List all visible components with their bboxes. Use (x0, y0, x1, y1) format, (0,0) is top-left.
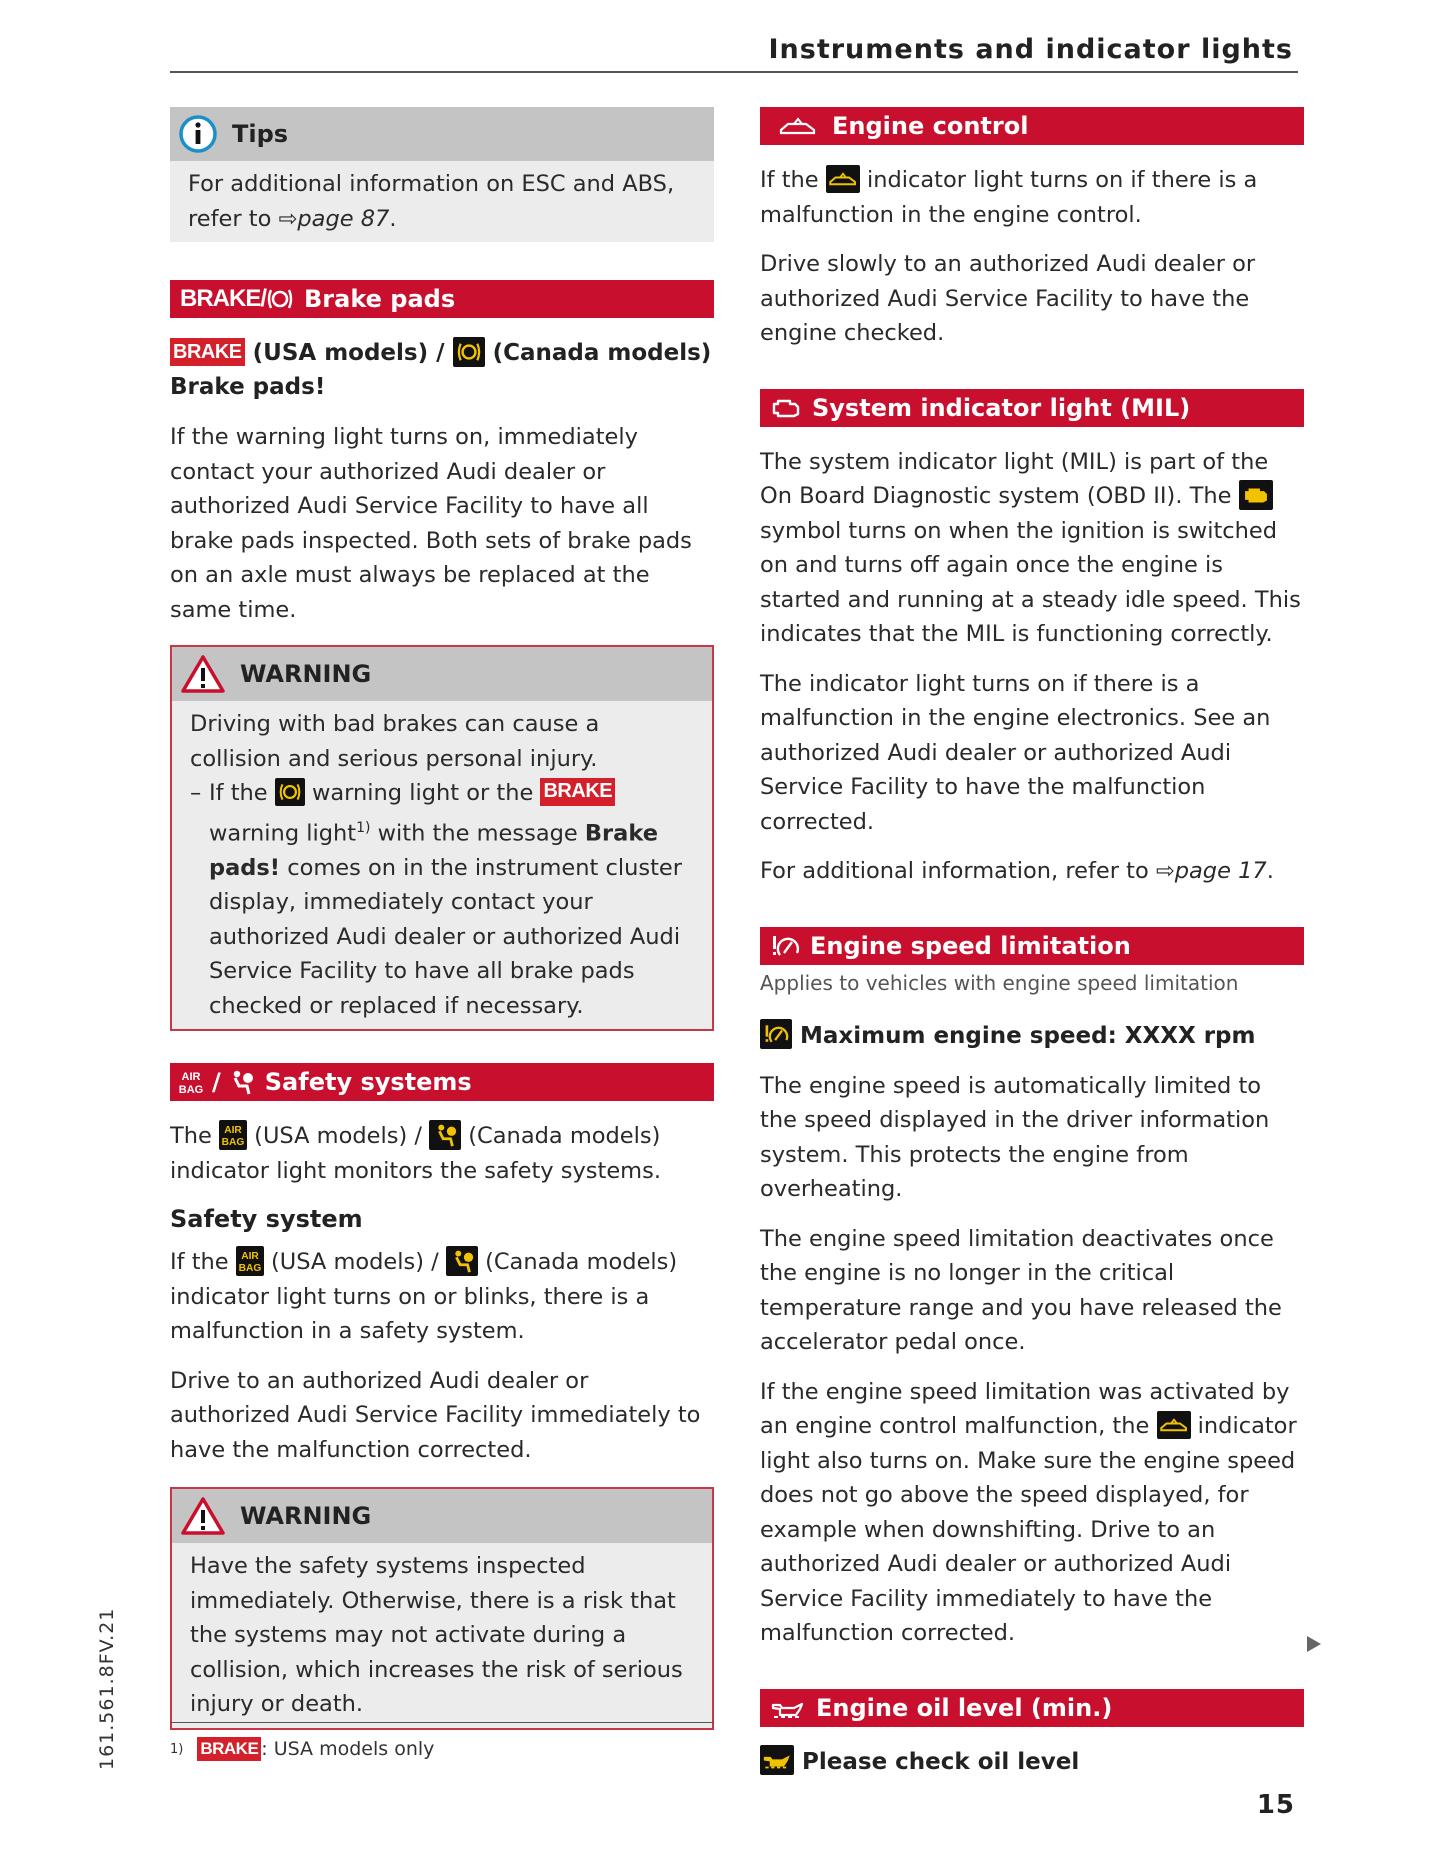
warning-text: with the message (377, 820, 578, 846)
oil-can-yellow-icon (760, 1745, 794, 1775)
brake-pads-heading-text: Brake pads (304, 285, 456, 313)
occupant-airbag-yellow-icon (446, 1246, 478, 1276)
arrow-glyph: ⇨ (1155, 858, 1175, 884)
mil-reference-paragraph (760, 854, 1304, 889)
tips-text-end: . (389, 205, 397, 232)
right-column (760, 107, 1304, 1795)
engine-control-yellow-icon (826, 165, 860, 193)
airbag-yellow-icon (219, 1120, 247, 1150)
occupant-airbag-yellow-icon (429, 1120, 461, 1150)
mil-page-link[interactable]: page 17 (1174, 858, 1267, 884)
safety-systems-heading (170, 1063, 714, 1101)
oil-message: Please check oil level (802, 1748, 1080, 1775)
engine-oil-heading-text: Engine oil level (min.) (816, 1693, 1113, 1722)
footnote-text: : USA models only (261, 1738, 435, 1760)
mil-text: symbol turns on when the ignition is switched on and turns off again once the engine is started and running at a steady idle speed. This indicates that the MIL is functioning correctly. (760, 517, 1301, 647)
mil-text-end: . (1266, 858, 1274, 884)
tips-box (170, 107, 714, 242)
slash-separator: / (212, 1068, 221, 1096)
engine-control-yellow-icon (1157, 1411, 1191, 1439)
mil-heading (760, 389, 1304, 427)
warning-text: warning light or the (311, 780, 534, 806)
footnote-mark: 1) (170, 1741, 184, 1757)
warning-body: Have the safety systems inspected immediately. Otherwise, there is a risk that the systems may not activate during a collision, which increases the risk of serious injury or death. (190, 1553, 683, 1717)
brake-heading-prefix: BRAKE/ (180, 285, 267, 312)
page-number: 15 (1256, 1790, 1295, 1820)
tips-text: For additional information on ESC and ABS, refer to (188, 171, 675, 232)
safety-heading-text: Safety systems (264, 1068, 472, 1096)
tips-page-link[interactable]: page 87 (297, 205, 390, 232)
speed-limit-message: Maximum engine speed: XXXX rpm (800, 1022, 1256, 1049)
engine-control-heading-text: Engine control (832, 112, 1029, 140)
oil-message-line (760, 1745, 1304, 1779)
continue-arrow-icon[interactable] (1305, 1634, 1323, 1658)
engine-control-drive-paragraph: Drive slowly to an authorized Audi dealer or authorized Audi Service Facility to have the engine checked. (760, 251, 1256, 346)
speed-limit-paragraph-2: The engine speed limitation deactivates once the engine is no longer in the critical temperature range and you have released the accelerator pedal once. (760, 1225, 1282, 1355)
safety-subheading: Safety system (170, 1205, 363, 1233)
mil-text: The system indicator light (MIL) is part of the On Board Diagnostic system (OBD II). The (760, 448, 1269, 509)
engine-text: indicator light turns on if there is a malfunction in the engine control. (760, 167, 1258, 228)
engine-control-paragraph (760, 163, 1304, 232)
svg-text:BAG: BAG (221, 1136, 245, 1148)
speed-text: If the engine speed limitation was activated by an engine control malfunction, the (760, 1378, 1290, 1439)
engine-control-heading (760, 107, 1304, 145)
warning-header (172, 1489, 712, 1543)
info-icon (178, 114, 218, 154)
mil-malfunction-paragraph: The indicator light turns on if there is a malfunction in the engine electronics. See an authorized Audi dealer or authorized Audi Service Facility to have the malfunction corrected. (760, 670, 1271, 835)
tips-header (170, 107, 714, 161)
svg-text:BAG: BAG (178, 1084, 204, 1096)
brake-pads-heading (170, 280, 714, 318)
speed-limit-yellow-icon (760, 1019, 792, 1049)
occupant-airbag-icon (227, 1068, 255, 1096)
safety-text: (USA models) / (270, 1249, 439, 1275)
running-header: Instruments and indicator lights (768, 34, 1293, 65)
brake-usa-label: (USA models) / (252, 340, 445, 366)
svg-text:AIR: AIR (241, 1250, 259, 1262)
arrow-glyph: ⇨ (278, 205, 298, 232)
warning-list-item (190, 776, 694, 1023)
brake-badge: BRAKE (170, 338, 245, 366)
brake-badge: BRAKE (540, 778, 615, 806)
warning-box-safety (170, 1487, 714, 1730)
engine-control-icon (778, 115, 818, 137)
applies-note: Applies to vehicles with engine speed limitation (760, 970, 1239, 995)
brake-canada-label: (Canada models) (492, 340, 712, 366)
brake-pads-icon (266, 286, 294, 312)
airbag-yellow-icon (236, 1246, 264, 1276)
brake-badge: BRAKE (197, 1737, 261, 1761)
brake-message-line (170, 336, 714, 404)
warning-triangle-icon (180, 1496, 226, 1536)
airbag-icon (180, 1068, 202, 1096)
mil-text: For additional information, refer to (760, 858, 1156, 884)
footnote (170, 1737, 434, 1761)
mil-heading-text: System indicator light (MIL) (812, 393, 1191, 422)
document-code: 161.561.8FV.21 (96, 1607, 118, 1770)
header-divider (170, 71, 1298, 73)
speed-limit-icon (770, 933, 800, 959)
engine-oil-heading (760, 1689, 1304, 1727)
warning-title: WARNING (240, 1502, 372, 1530)
speed-text: indicator light also turns on. Make sure the engine speed does not go above the speed displayed, for example when downshifting. Drive to an authorized Audi dealer or authorized Audi Service Facility immediately to have the malfunction corrected. (760, 1413, 1297, 1646)
safety-text: The (170, 1123, 212, 1149)
engine-speed-heading-text: Engine speed limitation (810, 931, 1131, 960)
tips-title: Tips (232, 120, 289, 148)
warning-text: If the (209, 780, 268, 806)
left-column (170, 107, 714, 1768)
safety-text: (USA models) / (254, 1123, 422, 1149)
safety-paragraph (170, 1119, 714, 1188)
dash-bullet: – (190, 780, 202, 806)
mil-paragraph (760, 445, 1304, 652)
speed-limit-paragraph-3 (760, 1375, 1304, 1651)
warning-box-brakes (170, 645, 714, 1031)
footnote-mark: 1) (356, 819, 371, 836)
check-engine-yellow-icon (1239, 480, 1273, 510)
safety-drive-paragraph: Drive to an authorized Audi dealer or authorized Audi Service Facility immediately to have the malfunction corrected. (170, 1367, 701, 1463)
oil-can-icon (770, 1697, 806, 1719)
footnote-divider (170, 1722, 714, 1723)
warning-header (172, 647, 712, 701)
engine-text: If the (760, 167, 819, 193)
safety-system-paragraph (170, 1245, 714, 1349)
speed-limit-paragraph-1: The engine speed is automatically limited to the speed displayed in the driver information system. This protects the engine from overheating. (760, 1072, 1270, 1202)
safety-text: If the (170, 1249, 229, 1275)
brake-pads-yellow-icon (275, 778, 305, 806)
warning-text: comes on in the instrument cluster display, immediately contact your authorized Audi dealer or authorized Audi Service Facility to have all brake pads checked or replaced if necessary. (209, 854, 682, 1019)
warning-line: Driving with bad brakes can cause a collision and serious personal injury. (190, 711, 600, 772)
svg-text:AIR: AIR (224, 1124, 242, 1136)
speed-limit-message-line (760, 1019, 1304, 1053)
warning-title: WARNING (240, 660, 372, 688)
safety-text: (Canada models) indicator light turns on or blinks, there is a malfunction in a safety system. (170, 1249, 678, 1344)
warning-body (172, 701, 712, 1029)
tips-body (170, 161, 714, 242)
brake-pads-yellow-icon (453, 337, 485, 367)
brake-message: Brake pads! (170, 374, 326, 400)
engine-speed-heading (760, 927, 1304, 965)
brake-message: Brake pads! (209, 820, 658, 881)
svg-text:BAG: BAG (238, 1262, 262, 1274)
warning-text: warning light (209, 820, 357, 846)
safety-text: (Canada models) indicator light monitors the safety systems. (170, 1123, 661, 1184)
check-engine-icon (770, 396, 802, 420)
brake-pads-paragraph: If the warning light turns on, immediately contact your authorized Audi dealer or authorized Audi Service Facility to have all brake pads inspected. Both sets of brake pads on an axle must always be replaced at the same time. (170, 424, 692, 623)
warning-triangle-icon (180, 654, 226, 694)
svg-text:AIR: AIR (181, 1071, 201, 1083)
